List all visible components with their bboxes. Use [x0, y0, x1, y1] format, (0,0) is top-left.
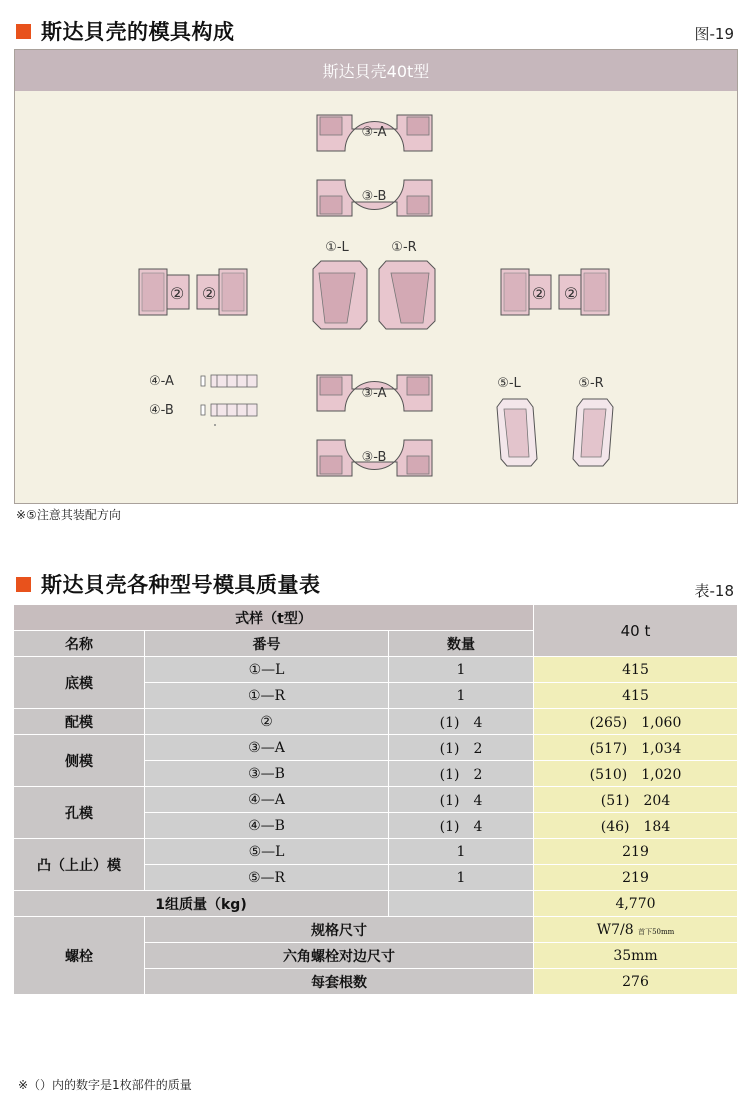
label-4a: ④-A	[149, 374, 174, 389]
cell-qty: (1) 2	[389, 761, 534, 787]
die-1l	[313, 261, 367, 329]
cell-number: ②	[145, 709, 389, 735]
bolt-spec-sub: 首下50mm	[638, 927, 675, 936]
cell-number: ③—A	[145, 735, 389, 761]
header-qty: 数量	[389, 631, 534, 657]
cell-mass: 415	[534, 683, 738, 709]
group-label: 配模	[14, 709, 145, 735]
label-5l: ⑤-L	[497, 376, 521, 391]
cell-qty: 1	[389, 839, 534, 865]
set-mass-value: 4,770	[534, 891, 738, 917]
table-row	[14, 787, 738, 813]
die-5l	[497, 399, 537, 466]
set-mass-qty-empty	[389, 891, 534, 917]
cell-number: ③—B	[145, 761, 389, 787]
label-2-right-b: ②	[563, 284, 579, 303]
bolt-hex-label: 六角螺栓对边尺寸	[145, 943, 534, 969]
group-label: 孔模	[14, 787, 145, 839]
table-row	[14, 735, 738, 761]
cell-qty: (1) 4	[389, 787, 534, 813]
cell-number: ⑤—L	[145, 839, 389, 865]
cell-number: ⑤—R	[145, 865, 389, 891]
header-model: 40 t	[534, 605, 738, 657]
die-diagram	[15, 91, 737, 503]
cell-number: ①—L	[145, 657, 389, 683]
die-4a	[201, 375, 257, 387]
bolt-count-label: 每套根数	[145, 969, 534, 995]
section-header-structure	[16, 16, 235, 46]
label-4b: ④-B	[149, 403, 174, 418]
cell-qty: (1) 4	[389, 709, 534, 735]
die-5r	[573, 399, 613, 466]
table-note: ※（）内的数字是1枚部件的质量	[18, 1078, 192, 1092]
cell-number: ①—R	[145, 683, 389, 709]
section-title: 斯达貝壳的模具构成	[41, 20, 235, 44]
bolt-count-value: 276	[534, 969, 738, 995]
header-name: 名称	[14, 631, 145, 657]
group-label: 凸（上止）模	[14, 839, 145, 891]
cell-qty: (1) 2	[389, 735, 534, 761]
group-label: 底模	[14, 657, 145, 709]
group-label: 螺栓	[14, 917, 145, 995]
label-1r: ①-R	[391, 240, 417, 255]
cell-mass: (265) 1,060	[534, 709, 738, 735]
bolt-hex-value: 35mm	[534, 943, 738, 969]
label-3b-top: ③-B	[361, 189, 387, 204]
label-5r: ⑤-R	[578, 376, 604, 391]
cell-qty: 1	[389, 683, 534, 709]
table-number: 表-18	[694, 582, 734, 600]
cell-qty: 1	[389, 657, 534, 683]
cell-mass: 219	[534, 839, 738, 865]
label-3b-bottom: ③-B	[361, 450, 387, 465]
figure-number: 图-19	[694, 25, 734, 43]
die-figure-panel	[14, 49, 738, 504]
table-row	[14, 839, 738, 865]
cell-number: ④—B	[145, 813, 389, 839]
label-3a-top: ③-A	[361, 125, 387, 140]
cell-mass: (510) 1,020	[534, 761, 738, 787]
header-number: 番号	[145, 631, 389, 657]
die-mass-table	[13, 604, 738, 995]
label-1l: ①-L	[325, 240, 349, 255]
header-style: 式样（t型）	[14, 605, 534, 631]
group-label: 侧模	[14, 735, 145, 787]
set-mass-label: 1组质量（kg)	[14, 891, 389, 917]
table-row	[14, 657, 738, 683]
cell-qty: (1) 4	[389, 813, 534, 839]
label-2-left-b: ②	[201, 284, 217, 303]
section-header-mass-table	[16, 569, 321, 599]
label-2-left-a: ②	[169, 284, 185, 303]
bolt-spec-size: W7/8	[596, 921, 634, 938]
table-row	[14, 709, 738, 735]
cell-qty: 1	[389, 865, 534, 891]
die-4b	[201, 404, 257, 426]
bolt-spec-label: 规格尺寸	[145, 917, 534, 943]
orange-square-bullet	[16, 577, 31, 592]
bolt-spec-value	[534, 917, 738, 943]
cell-mass: (517) 1,034	[534, 735, 738, 761]
label-3a-bottom: ③-A	[361, 386, 387, 401]
cell-number: ④—A	[145, 787, 389, 813]
die-1r	[379, 261, 435, 329]
cell-mass: 219	[534, 865, 738, 891]
label-2-right-a: ②	[531, 284, 547, 303]
table-row-set-mass	[14, 891, 738, 917]
panel-title: 斯达貝壳40t型	[15, 50, 737, 91]
orange-square-bullet	[16, 24, 31, 39]
table-row-bolt	[14, 917, 738, 943]
cell-mass: (51) 204	[534, 787, 738, 813]
figure-note: ※⑤注意其装配方向	[16, 508, 121, 522]
section-title: 斯达貝壳各种型号模具质量表	[41, 573, 321, 597]
cell-mass: (46) 184	[534, 813, 738, 839]
cell-mass: 415	[534, 657, 738, 683]
